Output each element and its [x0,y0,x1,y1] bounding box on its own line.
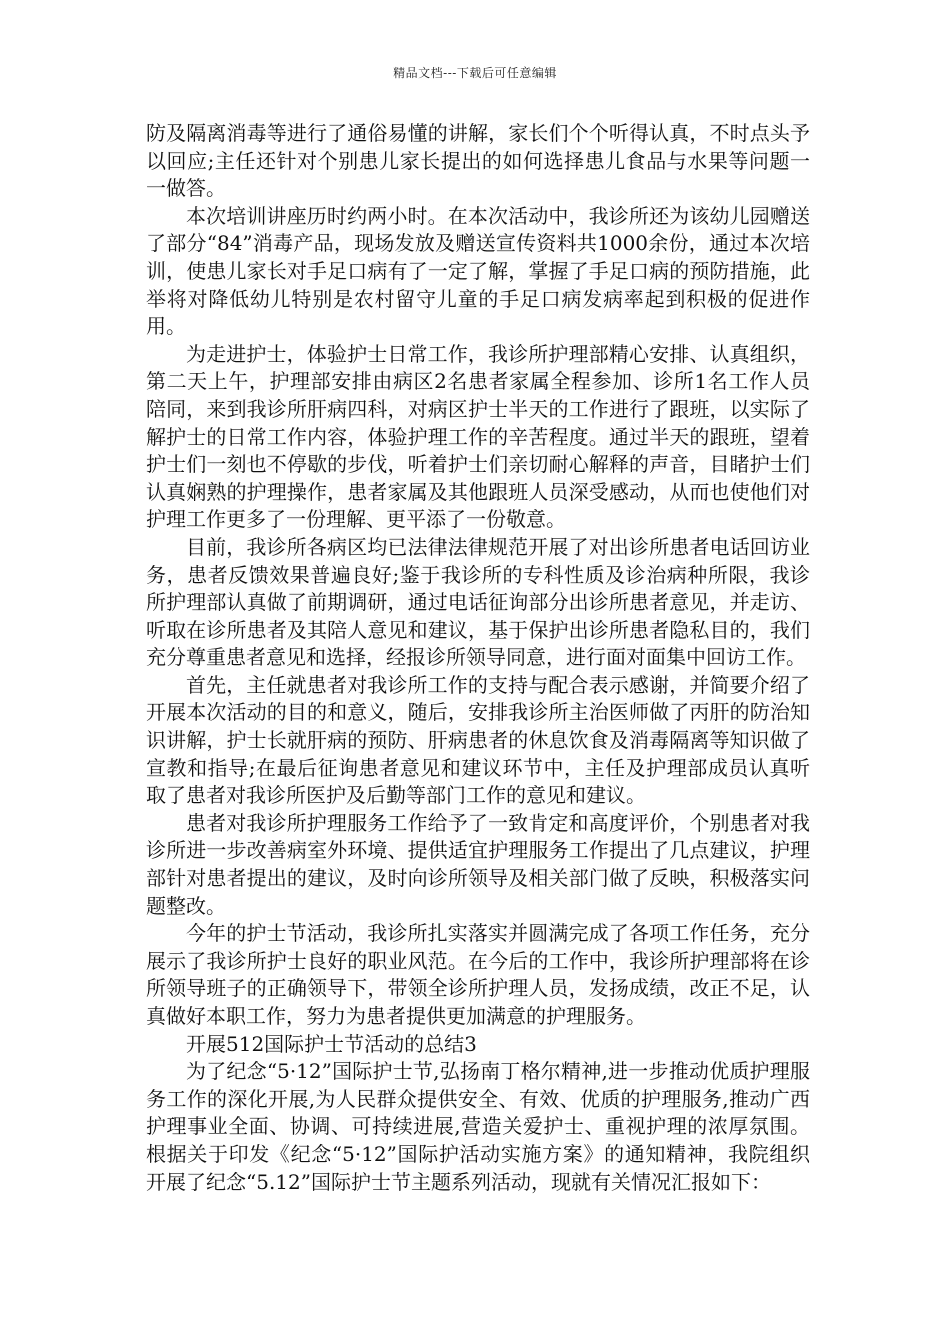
page-header: 精品文档---下载后可任意编辑 [393,66,557,80]
paragraph-phone-followup: 目前，我诊所各病区均已法律法律规范开展了对出诊所患者电话回访业务，患者反馈效果普遍良好;鉴于我诊所的专科性质及诊治病种所限，我诊所护理部认真做了前期调研，通过电话征询部分出诊所患者意见，并走访、听取在诊所患者及其陪人意见和建议，基于保护出诊所患者隐私目的，我们充分尊重患者意见和选择，经报诊所领导同意，进行面对面集中回访工作。 [146,534,810,670]
paragraph-nurse-experience: 为走进护士，体验护士日常工作，我诊所护理部精心安排、认真组织，第二天上午，护理部安排由病区2名患者家属全程参加、诊所1名工作人员陪同，来到我诊所肝病四科，对病区护士半天的工作进行了跟班，以实际了解护士的日常工作内容，体验护理工作的辛苦程度。通过半天的跟班，望着护士们一刻也不停歇的步伐，听着护士们亲切耐心解释的声音，目睹护士们认真娴熟的护理操作，患者家属及其他跟班人员深受感动，从而也使他们对护理工作更多了一份理解、更平添了一份敬意。 [146,341,810,532]
paragraph-continued: 防及隔离消毒等进行了通俗易懂的讲解，家长们个个听得认真，不时点头予以回应;主任还针对个别患儿家长提出的如何选择患儿食品与水果等问题一一做答。 [146,121,810,201]
paragraph-patient-feedback: 患者对我诊所护理服务工作给予了一致肯定和高度评价，个别患者对我诊所进一步改善病室外环境、提供适宜护理服务工作提出了几点建议，护理部针对患者提出的建议，及时向诊所领导及相关部门做了反映，积极落实问题整改。 [146,810,810,918]
paragraph-section-intro: 为了纪念“5·12”国际护士节,弘扬南丁格尔精神,进一步推动优质护理服务工作的深化开展,为人民群众提供安全、有效、优质的护理服务,推动广西护理事业全面、协调、可持续进展,营造关爱护士、重视护理的浓厚氛围。根据关于印发《纪念“5·12”国际护活动实施方案》的通知精神，我院组织开展了纪念“5.12”国际护士节主题系列活动，现就有关情况汇报如下： [146,1059,810,1194]
paragraph-conclusion: 今年的护士节活动，我诊所扎实落实并圆满完成了各项工作任务，充分展示了我诊所护士良好的职业风范。在今后的工作中，我诊所护理部将在诊所领导班子的正确领导下，带领全诊所护理人员，发扬成绩，改正不足，认真做好本职工作，努力为患者提供更加满意的护理服务。 [146,921,810,1028]
document-body [146,120,810,1196]
paragraph-director-speech: 首先，主任就患者对我诊所工作的支持与配合表示感谢，并简要介绍了开展本次活动的目的和意义，随后，安排我诊所主治医师做了丙肝的防治知识讲解，护士长就肝病的预防、肝病患者的休息饮食及消毒隔离等知识做了宣教和指导;在最后征询患者意见和建议环节中，主任及护理部成员认真听取了患者对我诊所医护及后勤等部门工作的意见和建议。 [146,672,810,808]
paragraph-training-summary: 本次培训讲座历时约两小时。在本次活动中，我诊所还为该幼儿园赠送了部分“84”消毒产品，现场发放及赠送宣传资料共1000余份，通过本次培训，使患儿家长对手足口病有了一定了解，掌握了手足口病的预防措施，此举将对降低幼儿特别是农村留守儿童的手足口病发病率起到积极的促进作用。 [146,203,810,339]
section-title: 开展512国际护士节活动的总结3 [186,1031,477,1056]
